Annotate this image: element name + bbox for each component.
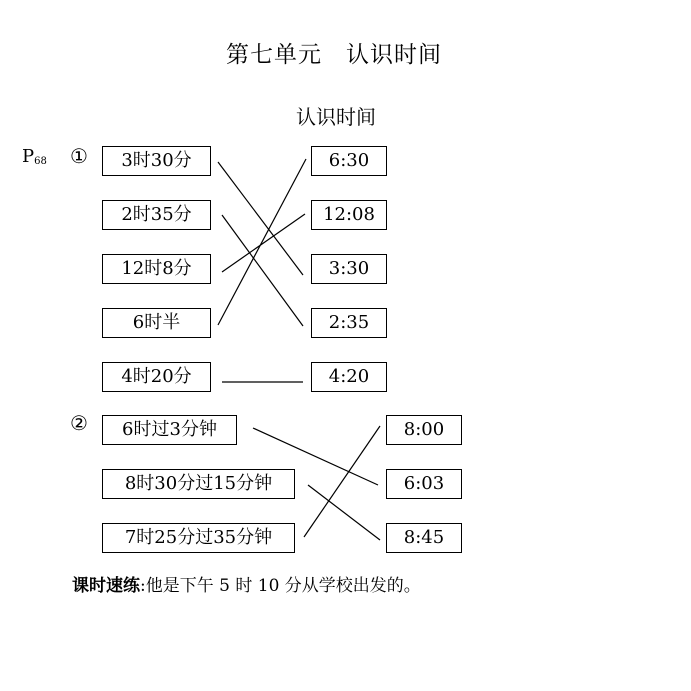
ex1-left-box: 3时30分 — [102, 146, 211, 176]
practice-label: 课时速练 — [72, 576, 140, 596]
ex1-left-box: 2时35分 — [102, 200, 211, 230]
page-ref-number: 68 — [34, 156, 47, 167]
practice-text: 他是下午 5 时 10 分从学校出发的。 — [145, 576, 421, 596]
match-line — [304, 426, 380, 537]
match-line — [222, 215, 303, 326]
ex1-right-box: 6:30 — [311, 146, 387, 176]
ex2-right-box: 8:00 — [386, 415, 462, 445]
practice-separator: : — [140, 576, 146, 596]
section-subtitle: 认识时间 — [296, 105, 376, 129]
ex2-right-box: 6:03 — [386, 469, 462, 499]
ex1-right-box: 12:08 — [311, 200, 387, 230]
ex1-left-box: 4时20分 — [102, 362, 211, 392]
ex1-right-box: 2:35 — [311, 308, 387, 338]
exercise-2-marker: ② — [70, 411, 88, 435]
ex2-left-box: 6时过3分钟 — [102, 415, 237, 445]
match-line — [218, 159, 306, 325]
match-line — [218, 162, 303, 275]
page-ref-letter: P — [22, 146, 35, 167]
ex1-left-box: 6时半 — [102, 308, 211, 338]
match-line — [308, 485, 380, 540]
practice-note — [72, 571, 421, 596]
ex2-left-box: 8时30分过15分钟 — [102, 469, 295, 499]
ex2-right-box: 8:45 — [386, 523, 462, 553]
page-title: 第七单元 认识时间 — [226, 42, 442, 68]
ex1-right-box: 4:20 — [311, 362, 387, 392]
exercise-1-marker: ① — [70, 144, 88, 168]
ex2-left-box: 7时25分过35分钟 — [102, 523, 295, 553]
ex1-right-box: 3:30 — [311, 254, 387, 284]
ex1-left-box: 12时8分 — [102, 254, 211, 284]
